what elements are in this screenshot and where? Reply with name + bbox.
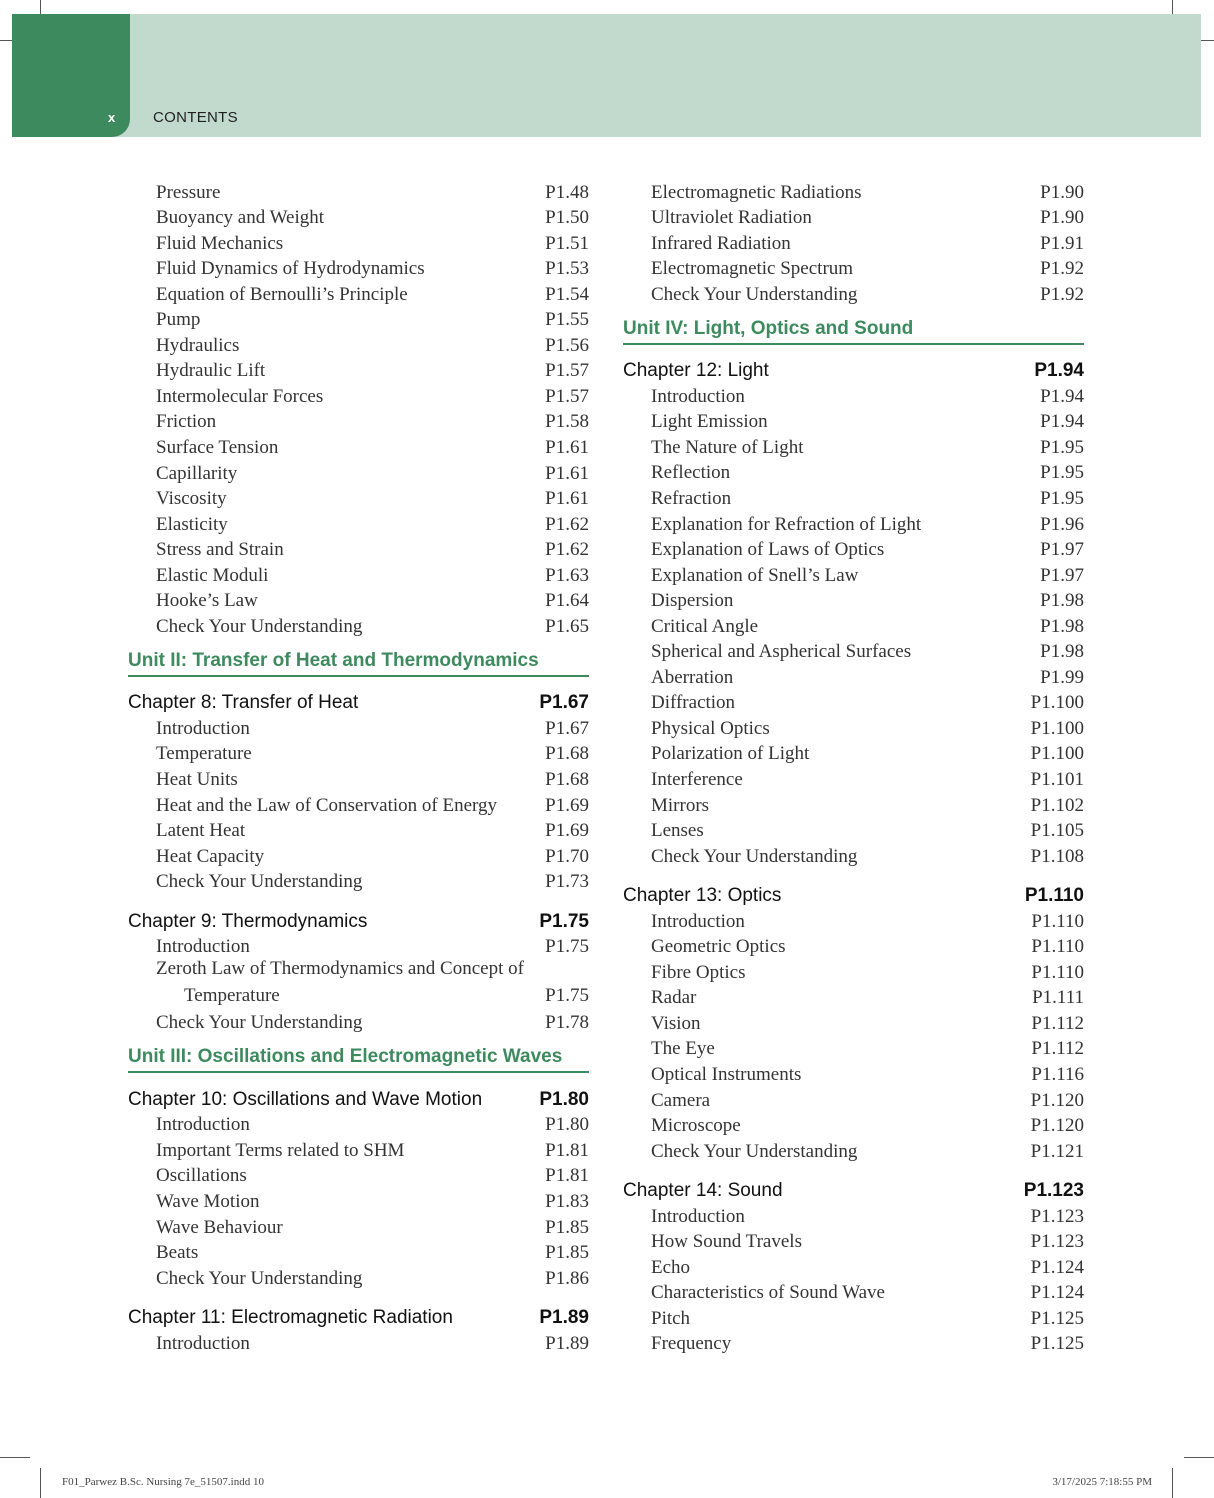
toc-entry[interactable] — [623, 255, 1084, 281]
toc-entry[interactable] — [623, 587, 1084, 613]
entry-title: Light Emission — [651, 411, 768, 433]
entry-title: Pitch — [651, 1307, 691, 1329]
toc-entry[interactable] — [128, 612, 589, 638]
entry-title: Introduction — [156, 1114, 250, 1136]
entry-title: The Nature of Light — [651, 436, 804, 458]
toc-entry[interactable] — [623, 484, 1084, 510]
entry-page-number: P1.90 — [1040, 207, 1084, 229]
entry-page-number: P1.97 — [1040, 539, 1084, 561]
entry-title: Introduction — [156, 1332, 250, 1354]
entry-continuation — [128, 982, 589, 1007]
toc-entry[interactable] — [623, 1330, 1084, 1356]
entry-title: Intermolecular Forces — [156, 385, 324, 407]
toc-entry[interactable] — [623, 907, 1084, 933]
entry-page-number: P1.112 — [1031, 1012, 1084, 1034]
footer-file-info: F01_Parwez B.Sc. Nursing 7e_51507.indd 10 — [62, 1476, 264, 1488]
entry-page-number: P1.120 — [1030, 1115, 1084, 1137]
toc-entry[interactable] — [128, 868, 589, 894]
entry-title: Check Your Understanding — [156, 871, 363, 893]
chapter-heading[interactable] — [128, 907, 589, 933]
toc-entry[interactable] — [623, 1304, 1084, 1330]
toc-entry[interactable] — [623, 612, 1084, 638]
entry-page-number: P1.61 — [545, 462, 589, 484]
entry-page-number: P1.100 — [1030, 692, 1084, 714]
entry-title: Frequency — [651, 1333, 732, 1355]
entry-title-continued: Temperature — [184, 984, 280, 1006]
entry-page-number: P1.89 — [545, 1332, 589, 1354]
toc-entry[interactable] — [623, 638, 1084, 664]
toc-entry[interactable] — [128, 958, 589, 1009]
page-title: CONTENTS — [153, 109, 238, 126]
entry-page-number: P1.95 — [1040, 436, 1084, 458]
toc-entry[interactable] — [128, 433, 589, 459]
toc-entry[interactable] — [623, 689, 1084, 715]
entry-page-number: P1.61 — [545, 437, 589, 459]
entry-page-number: P1.123 — [1030, 1231, 1084, 1253]
entry-page-number: P1.101 — [1030, 768, 1084, 790]
chapter-page-number: P1.89 — [539, 1307, 589, 1329]
toc-entry[interactable] — [623, 1086, 1084, 1112]
toc-entry[interactable] — [128, 1009, 589, 1035]
entry-title: Heat Capacity — [156, 845, 265, 867]
entry-title: Stress and Strain — [156, 539, 284, 561]
chapter-page-number: P1.80 — [539, 1088, 589, 1110]
entry-title: Oscillations — [156, 1165, 247, 1187]
entry-page-number: P1.121 — [1030, 1140, 1084, 1162]
chapter-title: Chapter 14: Sound — [623, 1180, 783, 1202]
entry-page-number: P1.83 — [545, 1190, 589, 1212]
entry-page-number: P1.91 — [1040, 232, 1084, 254]
toc-entry[interactable] — [623, 817, 1084, 843]
toc-entry[interactable] — [128, 1264, 589, 1290]
entry-page-number: P1.94 — [1040, 385, 1084, 407]
toc-entry[interactable] — [128, 485, 589, 511]
entry-title: Aberration — [651, 666, 734, 688]
entry-title: Optical Instruments — [651, 1063, 802, 1085]
entry-title: Explanation for Refraction of Light — [651, 513, 922, 535]
entry-page-number: P1.99 — [1040, 666, 1084, 688]
entry-title: Refraction — [651, 487, 732, 509]
entry-page-number: P1.61 — [545, 488, 589, 510]
chapter-page-number: P1.123 — [1023, 1180, 1084, 1202]
entry-page-number: P1.64 — [545, 590, 589, 612]
entry-page-number: P1.81 — [545, 1139, 589, 1161]
entry-title: Elasticity — [156, 513, 228, 535]
chapter-heading[interactable] — [623, 357, 1084, 383]
toc-entry[interactable] — [128, 536, 589, 562]
entry-page-number: P1.85 — [545, 1216, 589, 1238]
toc-entry[interactable] — [623, 765, 1084, 791]
entry-title: Hydraulic Lift — [156, 360, 266, 382]
entry-page-number: P1.48 — [545, 181, 589, 203]
entry-title: Wave Motion — [156, 1190, 260, 1212]
entry-title: Check Your Understanding — [156, 1012, 363, 1034]
entry-title: Fluid Dynamics of Hydrodynamics — [156, 258, 425, 280]
entry-page-number: P1.65 — [545, 615, 589, 637]
chapter-page-number: P1.94 — [1034, 360, 1084, 382]
entry-title: Introduction — [156, 936, 250, 958]
footer-timestamp: 3/17/2025 7:18:55 PM — [1052, 1476, 1152, 1488]
toc-entry[interactable] — [623, 984, 1084, 1010]
chapter-heading[interactable] — [623, 1177, 1084, 1203]
unit-heading: Unit IV: Light, Optics and Sound — [623, 318, 1084, 345]
entry-title: Temperature — [156, 743, 252, 765]
entry-title: Electromagnetic Radiations — [651, 181, 862, 203]
toc-entry[interactable] — [128, 1136, 589, 1162]
entry-page-number: P1.86 — [545, 1267, 589, 1289]
toc-left-column — [128, 178, 589, 1355]
toc-entry[interactable] — [128, 765, 589, 791]
entry-title: Camera — [651, 1089, 711, 1111]
entry-title: Friction — [156, 411, 217, 433]
toc-entry[interactable] — [623, 1112, 1084, 1138]
toc-entry[interactable] — [623, 958, 1084, 984]
entry-title: Pressure — [156, 181, 221, 203]
entry-page-number: P1.95 — [1040, 462, 1084, 484]
entry-page-number: P1.98 — [1040, 590, 1084, 612]
toc-entry[interactable] — [128, 842, 589, 868]
entry-title: Check Your Understanding — [651, 283, 858, 305]
entry-page-number: P1.116 — [1031, 1063, 1084, 1085]
entry-page-number: P1.56 — [545, 334, 589, 356]
toc-entry[interactable] — [128, 1213, 589, 1239]
toc-entry[interactable] — [128, 714, 589, 740]
entry-title: Dispersion — [651, 590, 734, 612]
entry-page-number: P1.102 — [1030, 794, 1084, 816]
toc-entry[interactable] — [623, 561, 1084, 587]
entry-page-number: P1.70 — [545, 845, 589, 867]
entry-page-number: P1.108 — [1030, 845, 1084, 867]
entry-title: Elastic Moduli — [156, 564, 269, 586]
entry-title: Reflection — [651, 462, 731, 484]
chapter-heading[interactable] — [128, 1085, 589, 1111]
entry-title: Echo — [651, 1256, 691, 1278]
entry-page-number: P1.98 — [1040, 615, 1084, 637]
toc-entry[interactable] — [128, 561, 589, 587]
entry-title: Lenses — [651, 820, 704, 842]
entry-page-number: P1.110 — [1031, 961, 1084, 983]
entry-title: Buoyancy and Weight — [156, 207, 325, 229]
entry-title: Polarization of Light — [651, 743, 810, 765]
entry-page-number: P1.53 — [545, 258, 589, 280]
toc-entry[interactable] — [128, 331, 589, 357]
chapter-title: Chapter 9: Thermodynamics — [128, 910, 368, 932]
entry-page-number: P1.62 — [545, 539, 589, 561]
toc-entry[interactable] — [128, 1329, 589, 1355]
toc-entry[interactable] — [128, 510, 589, 536]
entry-title: Heat and the Law of Conservation of Energy — [156, 794, 498, 816]
toc-entry[interactable] — [623, 408, 1084, 434]
toc-entry[interactable] — [128, 1111, 589, 1137]
page-number: x — [108, 110, 116, 125]
entry-title: Heat Units — [156, 768, 238, 790]
entry-page-number: P1.63 — [545, 564, 589, 586]
crop-mark — [0, 1457, 30, 1458]
entry-title: Radar — [651, 987, 697, 1009]
entry-page-number: P1.67 — [545, 717, 589, 739]
entry-title: Diffraction — [651, 692, 736, 714]
entry-page-number: P1.110 — [1031, 910, 1084, 932]
toc-entry[interactable] — [623, 791, 1084, 817]
entry-page-number: P1.58 — [545, 411, 589, 433]
entry-title: Hooke’s Law — [156, 590, 258, 612]
toc-entry[interactable] — [623, 842, 1084, 868]
entry-page-number: P1.57 — [545, 385, 589, 407]
toc-entry[interactable] — [623, 740, 1084, 766]
toc-entry[interactable] — [128, 280, 589, 306]
entry-title: Electromagnetic Spectrum — [651, 258, 854, 280]
entry-page-number: P1.98 — [1040, 641, 1084, 663]
unit-heading: Unit III: Oscillations and Electromagnetic Waves — [128, 1046, 589, 1073]
entry-title: Explanation of Laws of Optics — [651, 539, 885, 561]
entry-title: Infrared Radiation — [651, 232, 791, 254]
toc-entry[interactable] — [128, 229, 589, 255]
toc-entry[interactable] — [128, 587, 589, 613]
chapter-title: Chapter 10: Oscillations and Wave Motion — [128, 1088, 483, 1110]
entry-page-number: P1.68 — [545, 743, 589, 765]
entry-page-number: P1.68 — [545, 768, 589, 790]
entry-title: Check Your Understanding — [156, 1267, 363, 1289]
crop-mark — [40, 1468, 41, 1498]
entry-page-number: P1.75 — [545, 984, 589, 1006]
entry-page-number: P1.81 — [545, 1165, 589, 1187]
toc-entry[interactable] — [623, 178, 1084, 204]
toc-entry[interactable] — [623, 933, 1084, 959]
entry-title: Hydraulics — [156, 334, 240, 356]
entry-title: Wave Behaviour — [156, 1216, 283, 1238]
toc-entry[interactable] — [128, 255, 589, 281]
toc-entry[interactable] — [623, 1035, 1084, 1061]
entry-page-number: P1.62 — [545, 513, 589, 535]
chapter-heading[interactable] — [623, 882, 1084, 908]
entry-page-number: P1.54 — [545, 283, 589, 305]
entry-page-number: P1.110 — [1031, 936, 1084, 958]
entry-page-number: P1.94 — [1040, 411, 1084, 433]
toc-entry[interactable] — [623, 229, 1084, 255]
toc-entry[interactable] — [623, 459, 1084, 485]
toc-entry[interactable] — [128, 204, 589, 230]
entry-title: Vision — [651, 1012, 701, 1034]
crop-mark — [1172, 1468, 1173, 1498]
entry-title: Check Your Understanding — [651, 845, 858, 867]
entry-page-number: P1.96 — [1040, 513, 1084, 535]
toc-entry[interactable] — [623, 1137, 1084, 1163]
entry-page-number: P1.97 — [1040, 564, 1084, 586]
entry-title: How Sound Travels — [651, 1231, 802, 1253]
entry-title: Introduction — [651, 910, 745, 932]
entry-page-number: P1.92 — [1040, 283, 1084, 305]
entry-title: Surface Tension — [156, 437, 279, 459]
toc-entry[interactable] — [623, 510, 1084, 536]
toc-entry[interactable] — [128, 1239, 589, 1265]
entry-title: Characteristics of Sound Wave — [651, 1282, 885, 1304]
toc-entry[interactable] — [128, 459, 589, 485]
toc-entry[interactable] — [128, 357, 589, 383]
entry-title: Equation of Bernoulli’s Principle — [156, 283, 408, 305]
entry-page-number: P1.78 — [545, 1012, 589, 1034]
entry-title: Spherical and Aspherical Surfaces — [651, 641, 912, 663]
chapter-heading[interactable] — [128, 1304, 589, 1330]
toc-entry[interactable] — [623, 1009, 1084, 1035]
entry-title: Introduction — [651, 385, 745, 407]
entry-title: Critical Angle — [651, 615, 759, 637]
toc-entry[interactable] — [128, 740, 589, 766]
toc-entry[interactable] — [128, 933, 589, 959]
entry-page-number: P1.95 — [1040, 487, 1084, 509]
entry-title: Pump — [156, 309, 201, 331]
toc-entry[interactable] — [623, 433, 1084, 459]
entry-title: Microscope — [651, 1115, 741, 1137]
entry-title: Ultraviolet Radiation — [651, 207, 812, 229]
entry-title: Latent Heat — [156, 820, 246, 842]
entry-page-number: P1.123 — [1030, 1205, 1084, 1227]
entry-page-number: P1.75 — [545, 936, 589, 958]
entry-page-number: P1.90 — [1040, 181, 1084, 203]
chapter-title: Chapter 13: Optics — [623, 885, 782, 907]
entry-title: Geometric Optics — [651, 936, 786, 958]
chapter-page-number: P1.110 — [1024, 885, 1084, 907]
entry-page-number: P1.100 — [1030, 717, 1084, 739]
entry-title: Viscosity — [156, 488, 227, 510]
toc-entry[interactable] — [623, 1253, 1084, 1279]
toc-entry[interactable] — [128, 791, 589, 817]
entry-page-number: P1.111 — [1032, 987, 1084, 1009]
entry-title: Beats — [156, 1242, 199, 1264]
entry-page-number: P1.125 — [1030, 1333, 1084, 1355]
entry-title: Fibre Optics — [651, 961, 746, 983]
chapter-title: Chapter 11: Electromagnetic Radiation — [128, 1307, 453, 1329]
toc-entry[interactable] — [623, 1202, 1084, 1228]
toc-right-column — [623, 178, 1084, 1355]
entry-page-number: P1.105 — [1030, 820, 1084, 842]
toc-entry[interactable] — [623, 1228, 1084, 1254]
entry-page-number: P1.73 — [545, 871, 589, 893]
entry-page-number: P1.112 — [1031, 1038, 1084, 1060]
entry-title: The Eye — [651, 1038, 715, 1060]
entry-page-number: P1.69 — [545, 794, 589, 816]
chapter-page-number: P1.75 — [539, 910, 589, 932]
entry-title: Explanation of Snell’s Law — [651, 564, 859, 586]
entry-page-number: P1.50 — [545, 207, 589, 229]
toc-entry[interactable] — [128, 1162, 589, 1188]
toc-entry[interactable] — [623, 382, 1084, 408]
entry-page-number: P1.57 — [545, 360, 589, 382]
toc-entry[interactable] — [623, 663, 1084, 689]
entry-title: Important Terms related to SHM — [156, 1139, 405, 1161]
toc-entry[interactable] — [623, 204, 1084, 230]
unit-heading: Unit II: Transfer of Heat and Thermodynamics — [128, 650, 589, 677]
entry-title: Fluid Mechanics — [156, 232, 284, 254]
entry-title: Check Your Understanding — [156, 615, 363, 637]
toc-entry[interactable] — [128, 178, 589, 204]
toc-entry[interactable] — [623, 1060, 1084, 1086]
entry-title: Mirrors — [651, 794, 710, 816]
chapter-title: Chapter 12: Light — [623, 360, 769, 382]
entry-title: Capillarity — [156, 462, 238, 484]
crop-mark — [1184, 1457, 1214, 1458]
entry-page-number: P1.124 — [1030, 1282, 1084, 1304]
toc-entry[interactable] — [623, 536, 1084, 562]
entry-title: Zeroth Law of Thermodynamics and Concept of — [156, 958, 524, 980]
entry-page-number: P1.100 — [1030, 743, 1084, 765]
entry-title: Physical Optics — [651, 717, 770, 739]
entry-page-number: P1.80 — [545, 1114, 589, 1136]
entry-page-number: P1.51 — [545, 232, 589, 254]
entry-title: Interference — [651, 768, 743, 790]
toc-entry[interactable] — [128, 382, 589, 408]
toc-entry[interactable] — [128, 817, 589, 843]
entry-title: Check Your Understanding — [651, 1140, 858, 1162]
entry-page-number: P1.92 — [1040, 258, 1084, 280]
entry-page-number: P1.125 — [1030, 1307, 1084, 1329]
entry-page-number: P1.85 — [545, 1242, 589, 1264]
toc-entry[interactable] — [128, 1187, 589, 1213]
chapter-heading[interactable] — [128, 689, 589, 715]
entry-title: Introduction — [156, 717, 250, 739]
entry-page-number: P1.124 — [1030, 1256, 1084, 1278]
toc-entry[interactable] — [623, 280, 1084, 306]
entry-title: Introduction — [651, 1205, 745, 1227]
entry-page-number: P1.69 — [545, 820, 589, 842]
entry-page-number: P1.120 — [1030, 1089, 1084, 1111]
entry-page-number: P1.55 — [545, 309, 589, 331]
toc-entry[interactable] — [128, 306, 589, 332]
toc-entry[interactable] — [623, 1279, 1084, 1305]
toc-entry[interactable] — [128, 408, 589, 434]
chapter-title: Chapter 8: Transfer of Heat — [128, 692, 359, 714]
chapter-page-number: P1.67 — [539, 692, 589, 714]
toc-entry[interactable] — [623, 714, 1084, 740]
